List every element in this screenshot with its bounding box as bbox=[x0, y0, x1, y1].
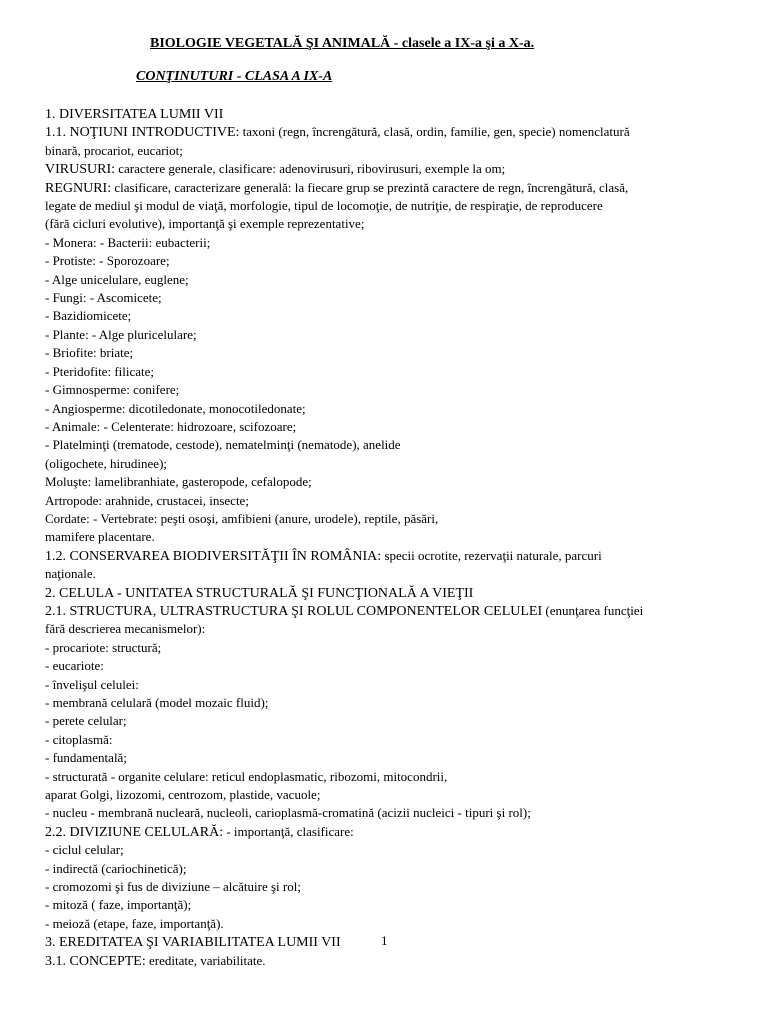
body-text: - învelişul celulei: bbox=[45, 676, 139, 692]
body-text: - eucariote: bbox=[45, 658, 104, 674]
text-line bbox=[45, 123, 763, 141]
heading-text: 2.2. DIVIZIUNE CELULARĂ: bbox=[45, 824, 224, 840]
text-line bbox=[45, 639, 763, 657]
body-text: (fără cicluri evolutive), importanţă şi exemple reprezentative; bbox=[45, 216, 365, 232]
text-line bbox=[45, 344, 763, 362]
text-line bbox=[45, 179, 763, 197]
heading-text: 1.2. CONSERVAREA BIODIVERSITĂŢII ÎN ROMÂNIA: bbox=[45, 548, 382, 564]
text-line bbox=[45, 547, 763, 565]
body-text: clasificare, caracterizare generală: la fiecare grup se prezintă caractere de regn, încrengătură, clasă, bbox=[111, 179, 629, 195]
body-text: - Plante: - Alge pluricelulare; bbox=[45, 326, 197, 342]
text-line bbox=[45, 841, 763, 859]
text-line bbox=[45, 565, 763, 583]
heading-text: 2.1. STRUCTURA, ULTRASTRUCTURA ŞI ROLUL COMPONENTELOR CELULEI bbox=[45, 603, 543, 619]
text-line bbox=[45, 234, 763, 252]
body-text: - Bazidiomicete; bbox=[45, 308, 132, 324]
heading-text: 1.1. NOŢIUNI INTRODUCTIVE: bbox=[45, 125, 240, 141]
body-text: aparat Golgi, lizozomi, centrozom, plastide, vacuole; bbox=[45, 787, 321, 803]
body-text: - Gimnosperme: conifere; bbox=[45, 382, 180, 398]
body-text: Moluşte: lamelibranhiate, gasteropode, cefalopode; bbox=[45, 474, 312, 490]
body-text: taxoni (regn, încrengătură, clasă, ordin, familie, gen, specie) nomenclatură bbox=[239, 124, 630, 140]
page-number: 1 bbox=[381, 933, 388, 948]
body-text: - indirectă (cariochinetică); bbox=[45, 860, 187, 876]
text-line bbox=[45, 676, 763, 694]
text-line bbox=[45, 215, 763, 233]
body-text: - fundamentală; bbox=[45, 750, 127, 766]
body-text: - Pteridofite: filicate; bbox=[45, 363, 155, 379]
heading-text: REGNURI: bbox=[45, 180, 112, 196]
heading-text: 1. DIVERSITATEA LUMII VII bbox=[45, 107, 224, 122]
body-text: - cromozomi şi fus de diviziune – alcătuire şi rol; bbox=[45, 879, 301, 895]
text-line bbox=[45, 804, 763, 822]
text-line bbox=[45, 915, 763, 933]
text-line bbox=[45, 620, 763, 638]
text-line bbox=[45, 436, 763, 454]
section-heading: CONŢINUTURI - CLASA A IX-A bbox=[136, 69, 333, 84]
body-text: binară, procariot, eucariot; bbox=[45, 142, 183, 158]
body-text: - mitoză ( faze, importanţă); bbox=[45, 897, 192, 913]
body-text: - Briofite: briate; bbox=[45, 345, 134, 361]
body-text: - perete celular; bbox=[45, 713, 127, 729]
text-line bbox=[45, 252, 763, 270]
text-line bbox=[45, 160, 763, 178]
body-text: (enunţarea funcţiei bbox=[542, 602, 644, 618]
text-line bbox=[45, 952, 763, 970]
body-text: - citoplasmă: bbox=[45, 731, 113, 747]
text-line bbox=[45, 786, 763, 804]
body-text: - nucleu - membrană nucleară, nucleoli, carioplasmă-cromatină (acizii nucleici - tipuri şi rol); bbox=[45, 805, 531, 821]
text-line bbox=[45, 712, 763, 730]
body-text: Artropode: arahnide, crustacei, insecte; bbox=[45, 492, 249, 508]
heading-text: 3.1. CONCEPTE: bbox=[45, 953, 146, 969]
body-text: - meioză (etape, faze, importanţă). bbox=[45, 915, 224, 931]
text-line bbox=[45, 528, 763, 546]
body-text: legate de mediul şi modul de viaţă, morfologie, tipul de locomoţie, de nutriţie, de respiraţie, de reproducere bbox=[45, 198, 603, 214]
body-text: - Platelminţi (trematode, cestode), nematelminţi (nematode), anelide bbox=[45, 437, 401, 453]
text-line bbox=[45, 381, 763, 399]
body-text: - Alge unicelulare, euglene; bbox=[45, 271, 189, 287]
text-line bbox=[45, 878, 763, 896]
body-text: specii ocrotite, rezervaţii naturale, parcuri bbox=[381, 547, 602, 563]
text-line bbox=[45, 694, 763, 712]
body-text: - membrană celulară (model mozaic fluid); bbox=[45, 695, 269, 710]
text-line bbox=[45, 271, 763, 289]
body-text: - Monera: - Bacterii: eubacterii; bbox=[45, 234, 211, 250]
text-line bbox=[45, 584, 763, 602]
text-line bbox=[45, 492, 763, 510]
text-line bbox=[45, 657, 763, 675]
heading-text: 2. CELULA - UNITATEA STRUCTURALĂ ŞI FUNCŢIONALĂ A VIEŢII bbox=[45, 585, 474, 601]
text-line bbox=[45, 933, 763, 951]
text-line bbox=[45, 105, 763, 123]
body-text: mamifere placentare. bbox=[45, 529, 155, 545]
body-text: - importanţă, clasificare: bbox=[223, 823, 354, 839]
text-line bbox=[45, 473, 763, 491]
text-line bbox=[45, 768, 763, 786]
text-line bbox=[45, 749, 763, 767]
text-line bbox=[45, 731, 763, 749]
body-text: - ciclul celular; bbox=[45, 842, 124, 858]
heading-text: VIRUSURI: bbox=[45, 162, 116, 178]
text-line bbox=[45, 823, 763, 841]
body-text: - Animale: - Celenterate: hidrozoare, scifozoare; bbox=[45, 418, 297, 434]
text-line bbox=[45, 400, 763, 418]
body-text: (oligochete, hirudinee); bbox=[45, 455, 168, 471]
body-text: - structurată - organite celulare: reticul endoplasmatic, ribozomi, mitocondrii, bbox=[45, 768, 448, 784]
body-text: naţionale. bbox=[45, 566, 96, 582]
text-line bbox=[45, 326, 763, 344]
text-line bbox=[45, 363, 763, 381]
body-text: - Fungi: - Ascomicete; bbox=[45, 290, 162, 306]
body-text: - Angiosperme: dicotiledonate, monocotiledonate; bbox=[45, 400, 306, 416]
body-text: fără descrierea mecanismelor): bbox=[45, 621, 206, 637]
document-body bbox=[45, 105, 763, 970]
heading-text: 3. EREDITATEA ŞI VARIABILITATEA LUMII VII bbox=[45, 935, 341, 951]
body-text: - Protiste: - Sporozoare; bbox=[45, 253, 170, 269]
text-line bbox=[45, 602, 763, 620]
body-text: Cordate: - Vertebrate: peşti osoşi, amfibieni (anure, urodele), reptile, păsări, bbox=[45, 510, 439, 526]
text-line bbox=[45, 418, 763, 436]
body-text: ereditate, variabilitate. bbox=[145, 952, 266, 968]
text-line bbox=[45, 510, 763, 528]
text-line bbox=[45, 197, 763, 215]
text-line bbox=[45, 289, 763, 307]
text-line bbox=[45, 860, 763, 878]
body-text: caractere generale, clasificare: adenovirusuri, ribovirusuri, exemple la om; bbox=[115, 161, 506, 177]
document-title: BIOLOGIE VEGETALĂ ŞI ANIMALĂ - clasele a IX-a şi a X-a. bbox=[150, 36, 535, 51]
text-line bbox=[45, 896, 763, 914]
text-line bbox=[45, 307, 763, 325]
text-line bbox=[45, 142, 763, 160]
body-text: - procariote: structură; bbox=[45, 639, 162, 655]
text-line bbox=[45, 455, 763, 473]
